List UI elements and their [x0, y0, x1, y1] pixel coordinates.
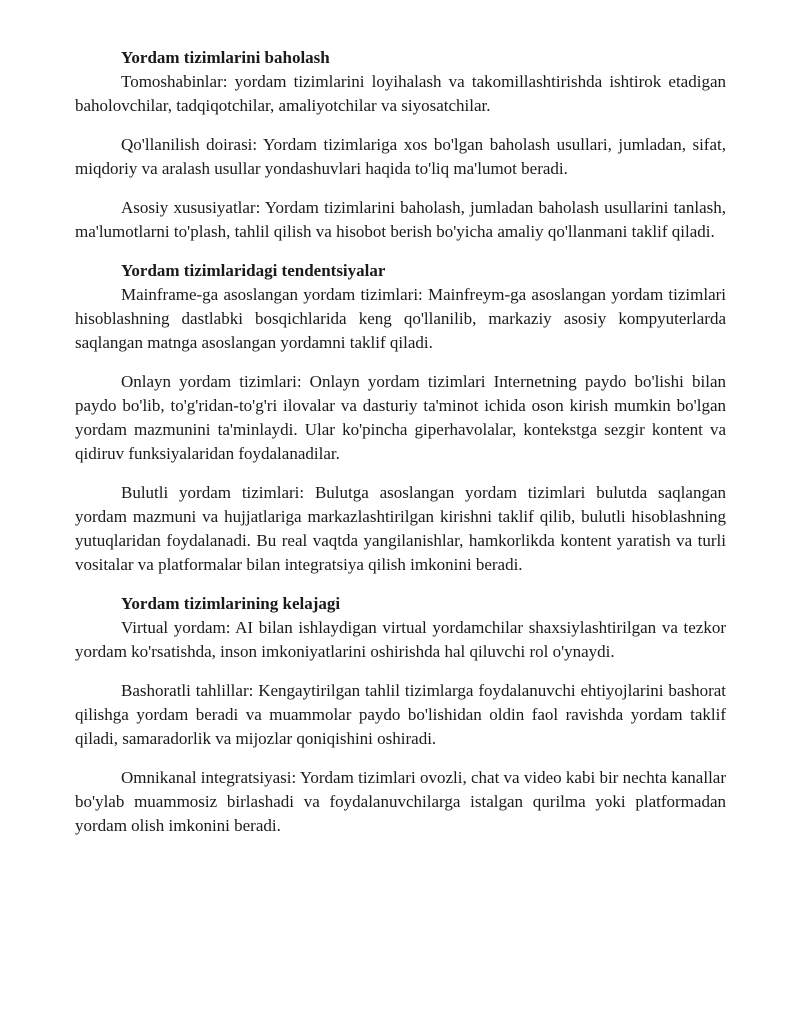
document-page [75, 46, 726, 853]
section-heading: Yordam tizimlarining kelajagi [121, 594, 341, 613]
section-heading: Yordam tizimlaridagi tendentsiyalar [121, 261, 386, 280]
paragraph: Asosiy xususiyatlar: Yordam tizimlarini baholash, jumladan baholash usullarini tanlash, ma'lumotlarni to'plash, tahlil qilish va hisobot berish bo'yicha amaliy qo'llanmani taklif qiladi. [75, 198, 726, 241]
paragraph: Omnikanal integratsiyasi: Yordam tizimlari ovozli, chat va video kabi bir nechta kanallar bo'ylab muammosiz birlashadi va foydalanuvchilarga istalgan qurilma yoki platformadan yordam olish imkonini beradi. [75, 768, 726, 835]
section-heading: Yordam tizimlarini baholash [121, 48, 330, 67]
paragraph: Onlayn yordam tizimlari: Onlayn yordam tizimlari Internetning paydo bo'lishi bilan paydo bo'lib, to'g'ridan-to'g'ri ilovalar va dasturiy ta'minot ichida oson kirish mumkin bo'lgan yordam mazmunini ta'minlaydi. Ular ko'pincha giperhavolalar, kontekstga sezgir kontent va qidiruv funksiyalaridan foydalanadilar. [75, 372, 726, 463]
paragraph: Virtual yordam: AI bilan ishlaydigan virtual yordamchilar shaxsiylashtirilgan va tezkor yordam ko'rsatishda, inson imkoniyatlarini oshirishda hal qiluvchi rol o'ynaydi. [75, 618, 726, 661]
paragraph: Bulutli yordam tizimlari: Bulutga asoslangan yordam tizimlari bulutda saqlangan yordam mazmuni va hujjatlariga markazlashtirilgan kirishni taklif qilib, bulutli hisoblashning yutuqlaridan foydalanadi. Bu real vaqtda yangilanishlar, hamkorlikda kontent yaratish va turli vositalar va platformalar bilan integratsiya qilish imkonini beradi. [75, 483, 726, 574]
section-trends [75, 259, 726, 577]
paragraph: Tomoshabinlar: yordam tizimlarini loyihalash va takomillashtirishda ishtirok etadigan baholovchilar, tadqiqotchilar, amaliyotchilar va siyosatchilar. [75, 72, 726, 115]
paragraph: Bashoratli tahlillar: Kengaytirilgan tahlil tizimlarga foydalanuvchi ehtiyojlarini bashorat qilishga yordam beradi va muammolar paydo bo'lishidan oldin faol ravishda yordam taklif qiladi, samaradorlik va mijozlar qoniqishini oshiradi. [75, 681, 726, 748]
paragraph: Mainframe-ga asoslangan yordam tizimlari: Mainfreym-ga asoslangan yordam tizimlari hisoblashning dastlabki bosqichlarida keng qo'llanilib, markaziy asosiy kompyuterlarda saqlangan matnga asoslangan yordamni taklif qiladi. [75, 285, 726, 352]
paragraph: Qo'llanilish doirasi: Yordam tizimlariga xos bo'lgan baholash usullari, jumladan, sifat, miqdoriy va aralash usullar yondashuvlari haqida to'liq ma'lumot beradi. [75, 135, 726, 178]
section-evaluation [75, 46, 726, 244]
section-future [75, 592, 726, 838]
